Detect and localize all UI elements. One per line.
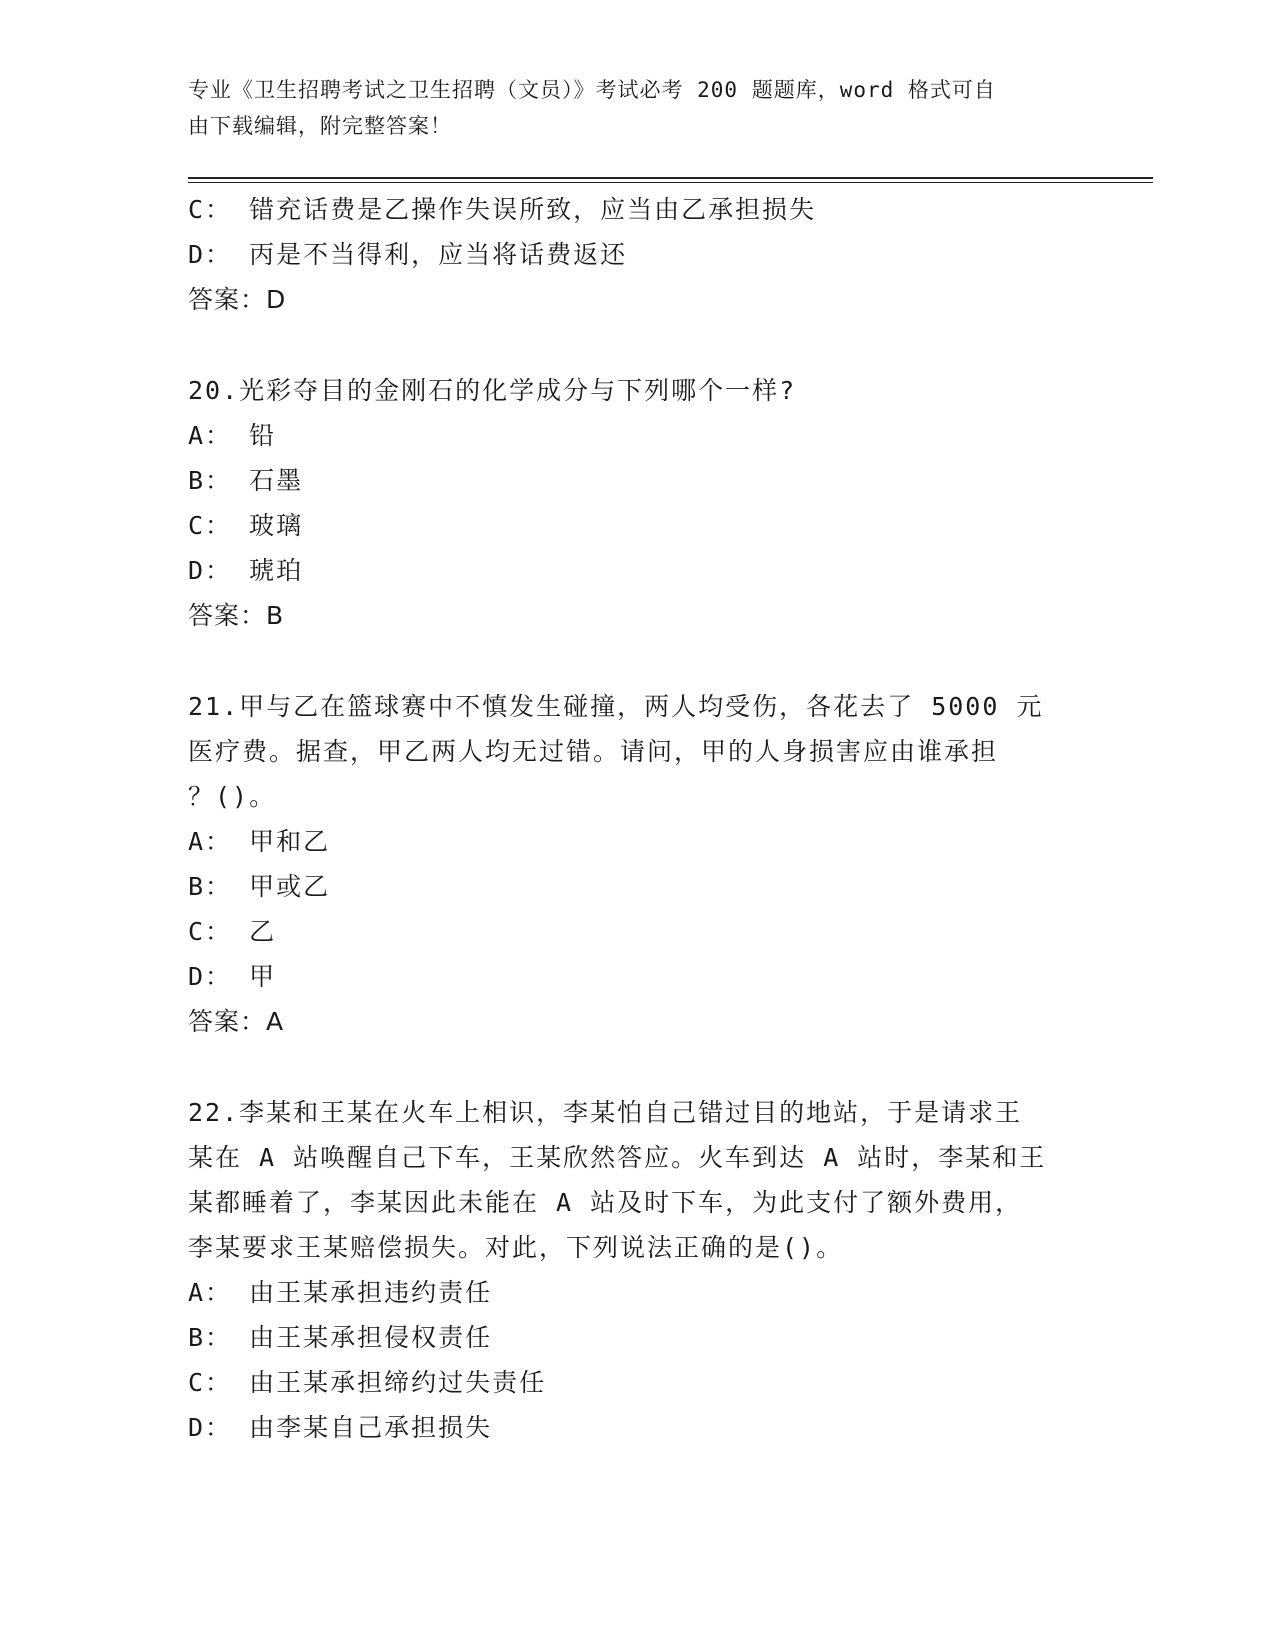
- question-20: [188, 368, 1088, 638]
- question-stem: 医疗费。据查，甲乙两人均无过错。请问，甲的人身损害应由谁承担: [188, 737, 999, 766]
- question-stem: 21.甲与乙在篮球赛中不慎发生碰撞，两人均受伤，各花去了 5000 元: [188, 692, 1044, 721]
- option-b: B： 石墨: [188, 466, 304, 495]
- option-a: A： 甲和乙: [188, 827, 331, 856]
- prev-question: [188, 187, 1088, 322]
- question-21: [188, 684, 1088, 1044]
- option-d: D： 甲: [188, 962, 277, 991]
- header-line-2: 由下载编辑，附完整答案！: [188, 114, 452, 138]
- question-stem: 20.光彩夺目的金刚石的化学成分与下列哪个一样?: [188, 376, 797, 405]
- option-d: D： 由李某自己承担损失: [188, 1413, 493, 1442]
- spacer: [188, 1044, 1088, 1090]
- option-c: C： 错充话费是乙操作失误所致，应当由乙承担损失: [188, 195, 817, 224]
- question-content: [188, 187, 1088, 1450]
- option-a: A： 铅: [188, 421, 277, 450]
- answer-label: 答案：A: [188, 1007, 285, 1036]
- header-line-1: 专业《卫生招聘考试之卫生招聘（文员）》考试必考 200 题题库，word 格式可自: [188, 78, 996, 102]
- option-c: C： 乙: [188, 917, 277, 946]
- question-stem: ？()。: [188, 782, 277, 811]
- answer-label: 答案：B: [188, 601, 285, 630]
- option-a: A： 由王某承担违约责任: [188, 1278, 493, 1307]
- option-d: D： 丙是不当得利，应当将话费返还: [188, 240, 628, 269]
- question-22: [188, 1090, 1088, 1450]
- spacer: [188, 322, 1088, 368]
- question-stem: 某都睡着了，李某因此未能在 A 站及时下车，为此支付了额外费用，: [188, 1188, 1023, 1217]
- option-c: C： 由王某承担缔约过失责任: [188, 1368, 547, 1397]
- option-c: C： 玻璃: [188, 511, 304, 540]
- header-divider-thin: [188, 182, 1153, 183]
- document-header: [188, 72, 1068, 144]
- option-d: D： 琥珀: [188, 556, 304, 585]
- option-b: B： 由王某承担侵权责任: [188, 1323, 493, 1352]
- question-stem: 李某要求王某赔偿损失。对此，下列说法正确的是()。: [188, 1233, 844, 1262]
- header-divider-thick: [188, 177, 1153, 179]
- question-stem: 22.李某和王某在火车上相识，李某怕自己错过目的地站，于是请求王: [188, 1098, 1023, 1127]
- option-b: B： 甲或乙: [188, 872, 331, 901]
- spacer: [188, 638, 1088, 684]
- question-stem: 某在 A 站唤醒自己下车，王某欣然答应。火车到达 A 站时，李某和王: [188, 1143, 1047, 1172]
- answer-label: 答案：D: [188, 285, 287, 314]
